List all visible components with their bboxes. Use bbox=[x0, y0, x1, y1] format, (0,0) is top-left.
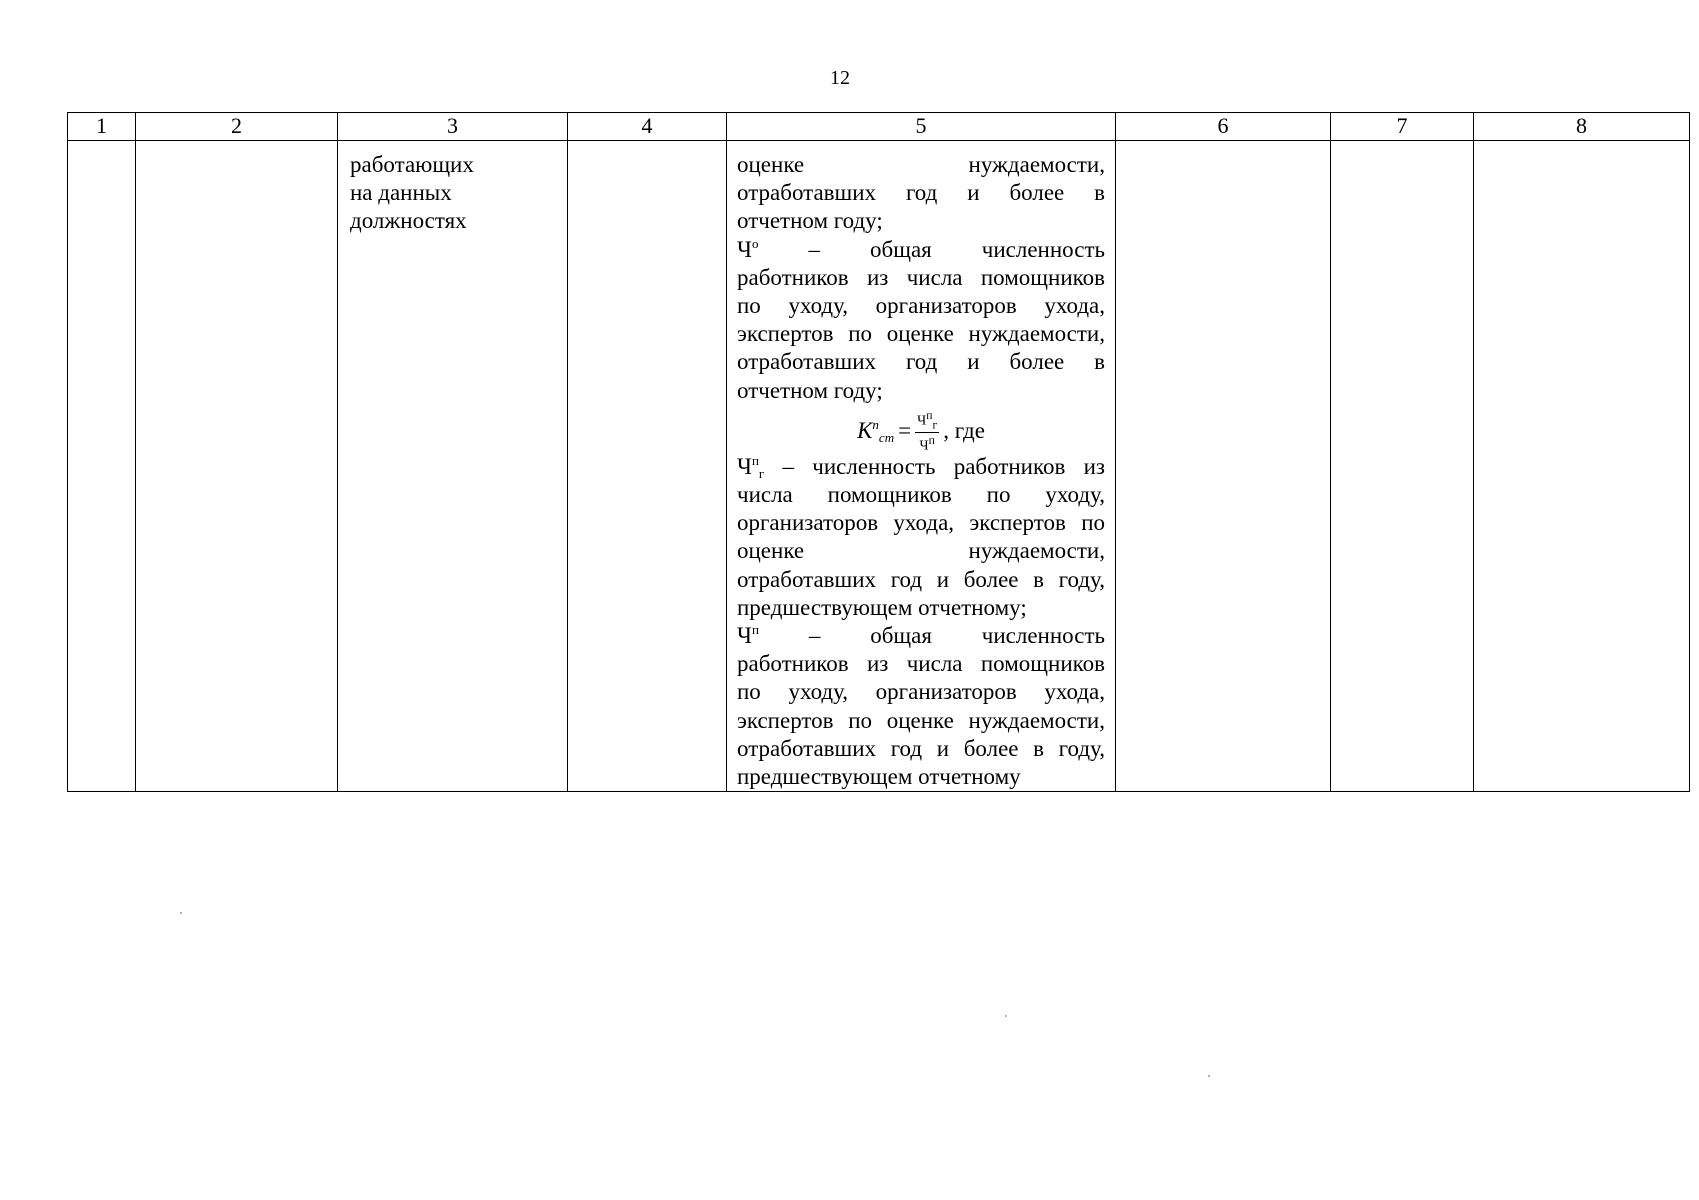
col-header-7: 7 bbox=[1331, 113, 1474, 141]
col-header-1: 1 bbox=[68, 113, 136, 141]
symbol-ch-o: $Ч^о$ bbox=[737, 235, 759, 262]
header-row bbox=[68, 113, 1690, 141]
symbol-ch-p: $Ч^п$ bbox=[737, 622, 759, 649]
definition-p-line: отработавших год и более в году, bbox=[737, 735, 1105, 761]
formula-k-st bbox=[737, 405, 1105, 453]
table-row bbox=[68, 141, 1690, 792]
intro-line: оценке нуждаемости, bbox=[737, 152, 1105, 177]
definition-p-line: предшествующем отчетному bbox=[737, 764, 1021, 790]
symbol-ch-g: $Ч^п_г$ bbox=[737, 452, 765, 481]
page-number: 12 bbox=[830, 67, 850, 89]
definition-g-line: организаторов ухода, экспертов по bbox=[737, 510, 1105, 536]
intro-line: отработавших год и более в bbox=[737, 180, 1105, 206]
col-header-8: 8 bbox=[1474, 113, 1690, 141]
definition-o-text: – общая численность bbox=[808, 236, 1105, 262]
cell-col-8 bbox=[1474, 141, 1690, 792]
formula-equals: = bbox=[898, 417, 912, 443]
cell-col-5 bbox=[727, 141, 1116, 792]
formula-tail: , где bbox=[943, 417, 985, 443]
definition-o-line: работников из числа помощников bbox=[737, 264, 1105, 290]
formula-fraction bbox=[915, 408, 939, 454]
col3-line: работающих bbox=[350, 152, 474, 177]
definition-g-line: числа помощников по уходу, bbox=[737, 482, 1105, 508]
definition-o-first-line bbox=[737, 236, 1105, 264]
formula-denominator: $Ч^п$ bbox=[919, 434, 935, 454]
cell-col-7 bbox=[1331, 141, 1474, 792]
definition-o-line: отработавших год и более в bbox=[737, 349, 1105, 375]
formula-k-symbol: $K^п_{ст}$ bbox=[857, 416, 895, 445]
cell-col-3 bbox=[338, 141, 568, 792]
col-header-4: 4 bbox=[568, 113, 727, 141]
col-header-6: 6 bbox=[1116, 113, 1331, 141]
definition-p-line: по уходу, организаторов ухода, bbox=[737, 679, 1105, 705]
definition-o-line: экспертов по оценке нуждаемости, bbox=[737, 321, 1105, 347]
definition-p-first-line bbox=[737, 622, 1105, 650]
definition-p-line: экспертов по оценке нуждаемости, bbox=[737, 707, 1105, 733]
definition-p-line: работников из числа помощников bbox=[737, 651, 1105, 677]
definition-g-first-line bbox=[737, 453, 1105, 481]
cell-col-4 bbox=[568, 141, 727, 792]
intro-line: отчетном году; bbox=[737, 208, 883, 234]
data-table bbox=[67, 112, 1690, 792]
definition-g-line: оценке нуждаемости, bbox=[737, 538, 1105, 564]
definition-o-line: отчетном году; bbox=[737, 377, 883, 403]
cell-col-2 bbox=[136, 141, 338, 792]
cell-col-1 bbox=[68, 141, 136, 792]
col-header-3: 3 bbox=[338, 113, 568, 141]
cell-col-6 bbox=[1116, 141, 1331, 792]
scan-speck bbox=[1005, 1015, 1007, 1017]
definition-g-line: отработавших год и более в году, bbox=[737, 566, 1105, 592]
definition-p-text: – общая численность bbox=[808, 623, 1105, 649]
col3-line: должностях bbox=[350, 208, 467, 233]
scan-speck bbox=[1208, 1075, 1210, 1077]
col-header-5: 5 bbox=[727, 113, 1116, 141]
formula-numerator: $Ч^п_г$ bbox=[917, 408, 938, 432]
definition-g-line: предшествующем отчетному; bbox=[737, 594, 1027, 620]
col3-line: на данных bbox=[350, 180, 452, 205]
col-header-2: 2 bbox=[136, 113, 338, 141]
definition-o-line: по уходу, организаторов ухода, bbox=[737, 293, 1105, 319]
scan-speck bbox=[180, 912, 182, 914]
definition-g-text: – численность работников из bbox=[782, 453, 1105, 479]
